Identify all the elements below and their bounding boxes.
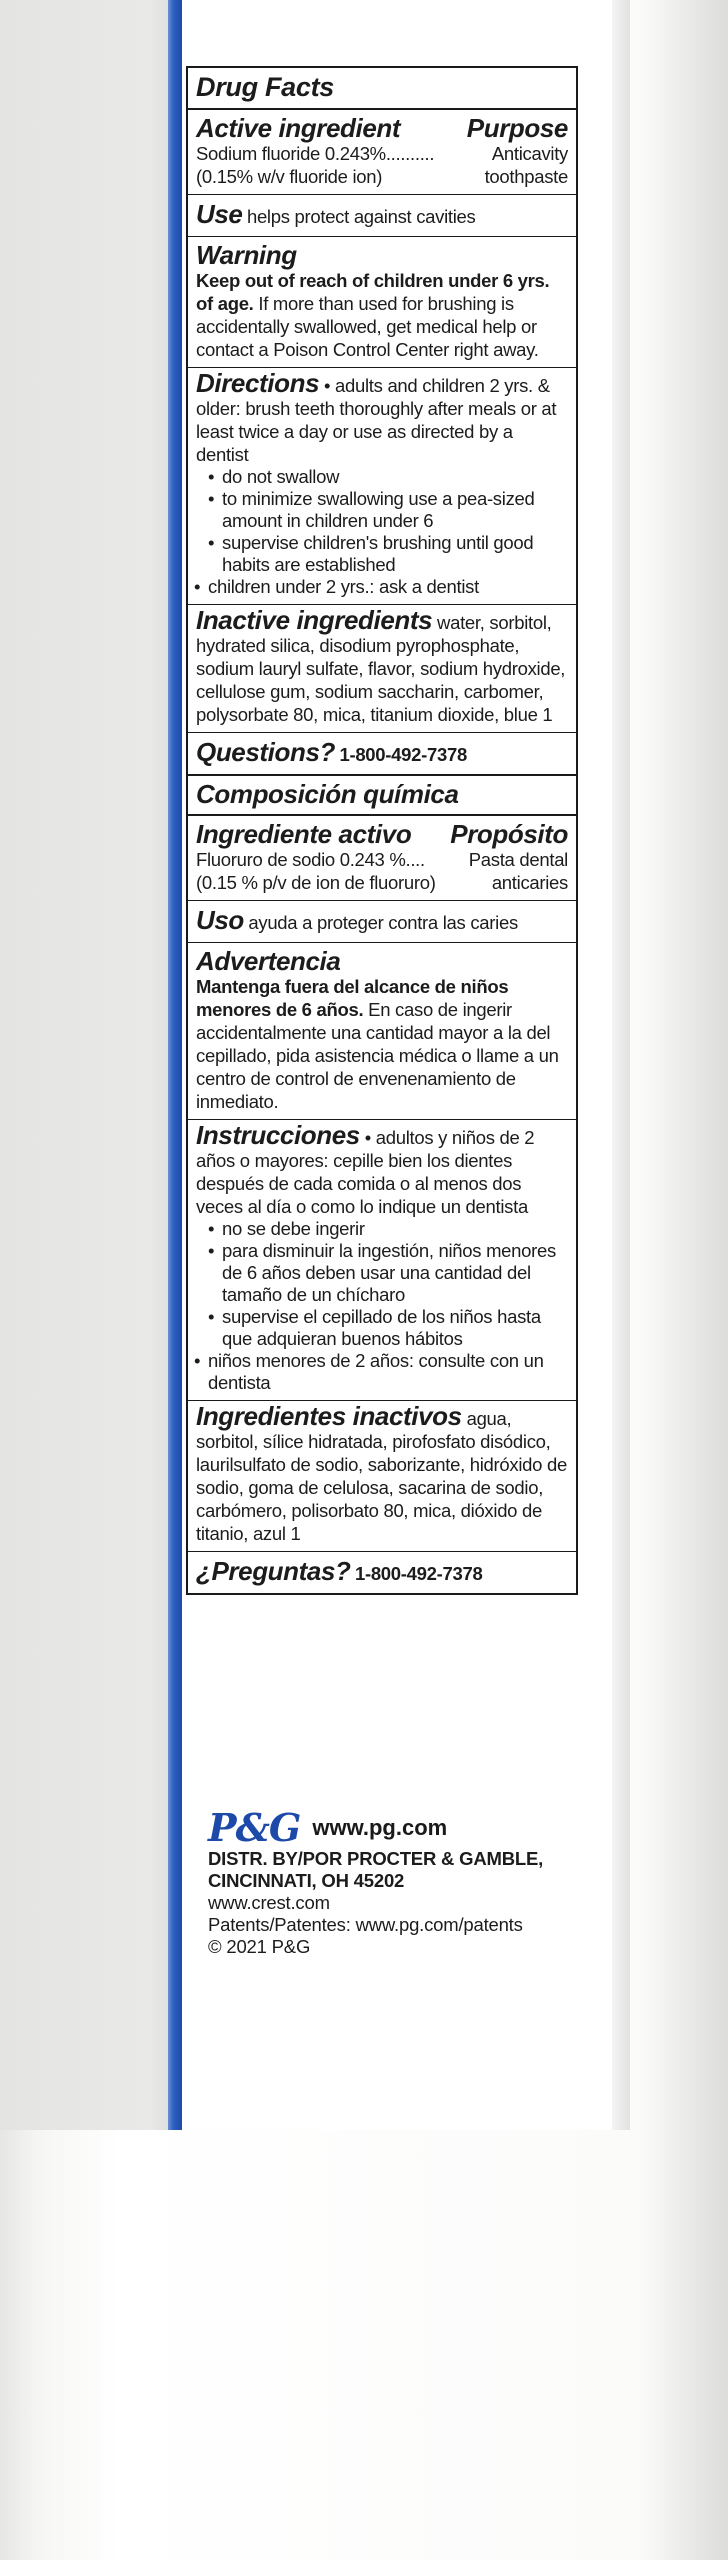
pg-logo: P&G: [208, 1805, 301, 1850]
spanish-directions-lead-row: [196, 1120, 568, 1218]
drug-facts-panel: [186, 66, 578, 1595]
spanish-inactive-heading: Ingredientes inactivos: [196, 1401, 462, 1431]
patents-line: Patents/Patentes: www.pg.com/patents: [208, 1914, 523, 1935]
directions-sub-item: • to minimize swallowing use a pea-sized amount in children under 6: [222, 488, 568, 532]
spanish-purpose-heading: Propósito: [450, 819, 568, 849]
distributor-line-1: DISTR. BY/POR PROCTER & GAMBLE,: [208, 1848, 544, 1869]
warning-heading: Warning: [196, 240, 297, 270]
directions-heading: Directions: [196, 368, 320, 398]
spanish-inactive-body: [196, 1401, 568, 1545]
drug-facts-title: Drug Facts: [196, 72, 335, 102]
spanish-active-purpose-2: anticaries: [491, 872, 568, 893]
spanish-directions-lead: adultos y niños de 2 años o mayores: cepille bien los dientes después de cada comida o al menos dos veces al día o como lo indique un dentista: [196, 1127, 535, 1217]
active-ingredient-name: Sodium fluoride 0.243%..........: [196, 143, 435, 164]
crest-url: www.crest.com: [208, 1892, 330, 1913]
active-heading-row: [196, 114, 568, 142]
pg-url: www.pg.com: [312, 1815, 448, 1840]
directions-sub-item: • do not swallow: [222, 466, 568, 488]
spanish-warning-text: En caso de ingerir accidentalmente una cantidad mayor a la del cepillado, pida asistencia médica o llame a un centro de control de envenenamiento de inmediato.: [196, 999, 559, 1112]
directions-last-list: [196, 576, 568, 598]
spanish-questions-section: [188, 1552, 576, 1593]
use-heading: Use: [196, 199, 243, 229]
pg-logo-row: [208, 1805, 588, 1850]
manufacturer-footer: [208, 1805, 588, 1958]
purpose-heading: Purpose: [466, 113, 568, 143]
directions-sub-list: [196, 466, 568, 576]
active-ingredient-purpose: Anticavity: [491, 143, 568, 164]
spanish-questions-heading: ¿Preguntas?: [196, 1556, 351, 1586]
active-ingredient-concentration: (0.15% w/v fluoride ion): [196, 166, 383, 187]
directions-last-item: • children under 2 yrs.: ask a dentist: [208, 576, 568, 598]
active-ingredient-table: [196, 142, 568, 188]
directions-bullet: •: [324, 375, 331, 396]
distributor-line-2: CINCINNATI, OH 45202: [208, 1870, 405, 1891]
inactive-ingredients-body: [196, 605, 568, 726]
active-ingredient-purpose-2: toothpaste: [484, 166, 568, 187]
spanish-active-purpose: Pasta dental: [468, 849, 568, 870]
inactive-ingredients-heading: Inactive ingredients: [196, 605, 433, 635]
package-side-fold: [0, 0, 182, 2130]
questions-section: [188, 733, 576, 776]
spanish-active-name: Fluoruro de sodio 0.243 %....: [196, 849, 425, 870]
spanish-warning-body: [196, 975, 568, 1113]
warning-text: If more than used for brushing is accidentally swallowed, get medical help or contact a Poison Control Center right away.: [196, 293, 539, 360]
spanish-warning-bold: Mantenga fuera del alcance de niños menores de 6 años.: [196, 976, 509, 1020]
active-ingredient-section: [188, 110, 576, 195]
inactive-ingredients-text: water, sorbitol, hydrated silica, disodium pyrophosphate, sodium lauryl sulfate, flavor, sodium hydroxide, cellulose gum, sodium saccharin, carbomer, polysorbate 80, mica, titanium dioxide, blue 1: [196, 612, 566, 725]
spanish-warning-section: [188, 943, 576, 1120]
inactive-ingredients-section: [188, 605, 576, 733]
spanish-use-heading: Uso: [196, 905, 244, 935]
spanish-directions-last-list: [196, 1350, 568, 1394]
spanish-active-table: [196, 848, 568, 894]
spanish-directions-last-item: • niños menores de 2 años: consulte con un dentista: [208, 1350, 568, 1394]
warning-body: [196, 269, 568, 361]
drug-facts-title-section: [188, 68, 576, 110]
copyright-line: © 2021 P&G: [208, 1936, 311, 1957]
active-ingredient-heading: Active ingredient: [196, 113, 401, 143]
spanish-warning-heading: Advertencia: [196, 946, 341, 976]
spanish-use-section: [188, 901, 576, 943]
spanish-directions-sub-item: • supervise el cepillado de los niños hasta que adquieran buenos hábitos: [222, 1306, 568, 1350]
spanish-title-section: [188, 776, 576, 816]
directions-section: [188, 368, 576, 605]
blue-stripe: [168, 0, 182, 2130]
label-edge: [612, 0, 630, 2130]
spanish-questions-phone: 1-800-492-7378: [354, 1563, 483, 1584]
spanish-directions-sub-list: [196, 1218, 568, 1350]
warning-bold: Keep out of reach of children under 6 yrs. of age.: [196, 270, 550, 314]
use-section: [188, 195, 576, 237]
spanish-directions-heading: Instrucciones: [196, 1120, 360, 1150]
spanish-active-section: [188, 816, 576, 901]
warning-section: [188, 237, 576, 368]
spanish-directions-section: [188, 1120, 576, 1401]
spanish-active-heading: Ingrediente activo: [196, 819, 412, 849]
questions-heading: Questions?: [196, 737, 336, 767]
use-text: helps protect against cavities: [246, 206, 476, 227]
spanish-directions-sub-item: • para disminuir la ingestión, niños menores de 6 años deben usar una cantidad del tamaño de un chícharo: [222, 1240, 568, 1306]
directions-lead: adults and children 2 yrs. & older: brush teeth thoroughly after meals or at least twice a day or use as directed by a dentist: [196, 375, 557, 465]
spanish-title: Composición química: [196, 779, 459, 809]
spanish-inactive-section: [188, 1401, 576, 1552]
spanish-directions-sub-item: • no se debe ingerir: [222, 1218, 568, 1240]
spanish-inactive-text: agua, sorbitol, sílice hidratada, pirofosfato disódico, laurilsulfato de sodio, saborizante, hidróxido de sodio, goma de celulosa, sacarina de sodio, carbómero, polisorbato 80, mica, dióxido de titanio, azul 1: [196, 1408, 567, 1544]
questions-phone: 1-800-492-7378: [339, 744, 467, 765]
spanish-active-heading-row: [196, 820, 568, 848]
spanish-directions-bullet: •: [364, 1127, 371, 1148]
directions-sub-item: • supervise children's brushing until good habits are established: [222, 532, 568, 576]
spanish-use-text: ayuda a proteger contra las caries: [248, 912, 518, 933]
directions-lead-row: [196, 368, 568, 466]
spanish-active-concentration: (0.15 % p/v de ion de fluoruro): [196, 872, 436, 893]
